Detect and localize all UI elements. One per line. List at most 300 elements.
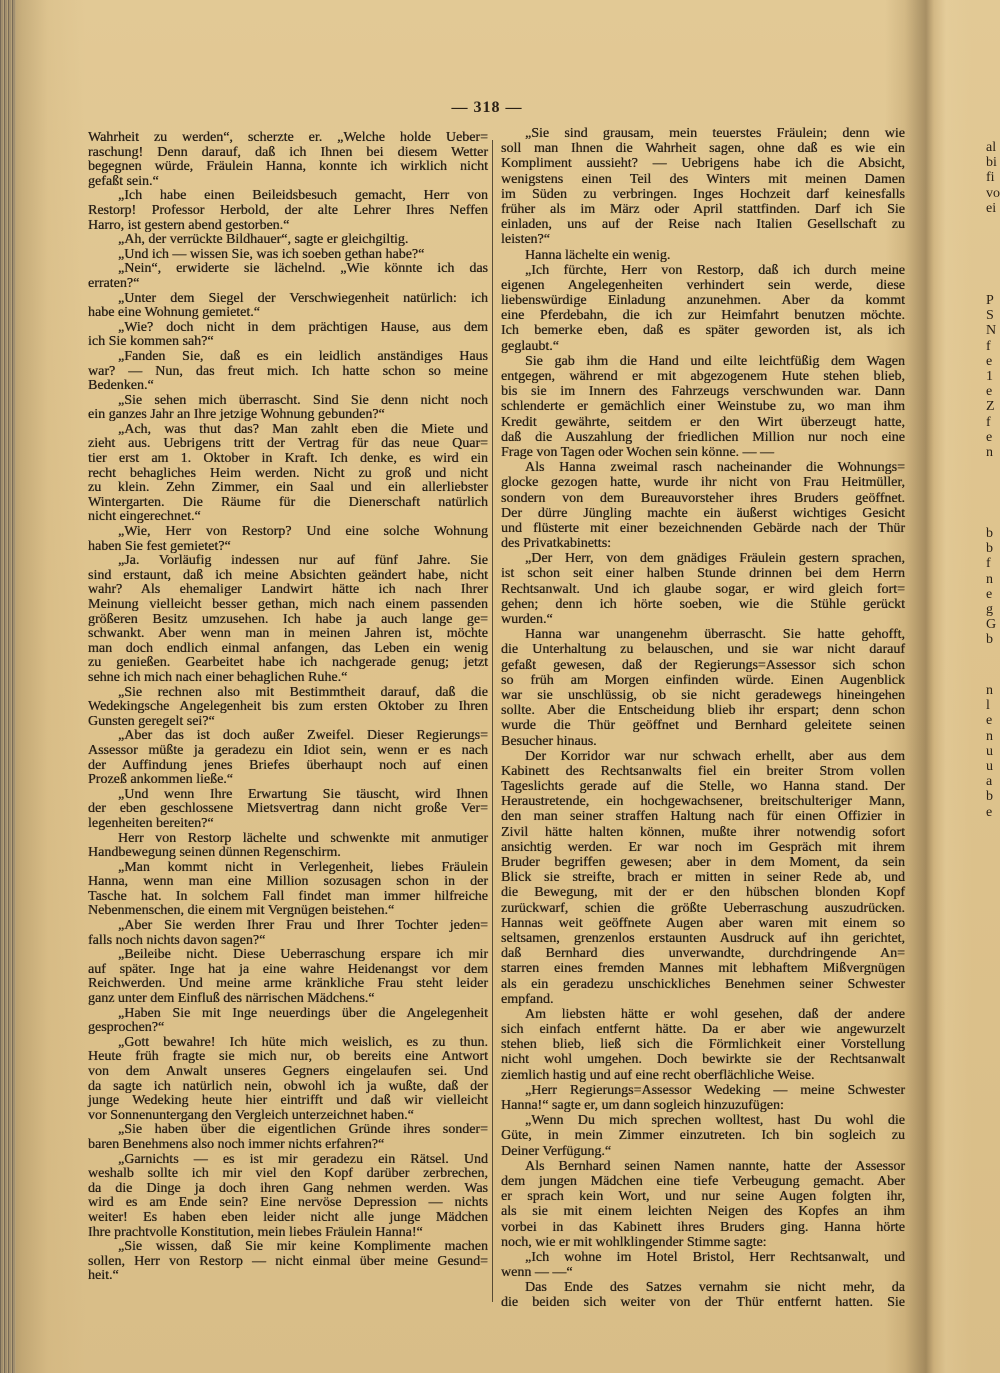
text-line <box>501 187 905 202</box>
line-text: zu klein. Zehn Zimmer, ein Saal und ein allerliebster <box>88 480 488 496</box>
line-text: als ein geradezu unschickliches Benehmen seiner Schwester <box>501 976 905 992</box>
line-text: ansichtig werden. Er war noch im Gespräch mit ihrem <box>501 839 905 855</box>
line-text: Kabinett des Rechtsanwalts fiel ein breiter Strom vollen <box>501 763 905 779</box>
fragment-group <box>986 683 993 820</box>
line-text: „Sie sind grausam, mein teuerstes Fräulein; denn wie <box>525 126 905 141</box>
text-line <box>88 189 488 204</box>
text-line <box>88 1007 488 1022</box>
line-text: eigenen Angelegenheiten verhindert sein werde, diese <box>501 277 905 293</box>
text-line <box>501 749 905 764</box>
paragraph <box>88 1007 488 1036</box>
line-text: erraten?“ <box>88 275 140 291</box>
text-line <box>88 583 488 598</box>
fragment-text: e <box>986 429 993 445</box>
fragment-text: e <box>986 713 993 729</box>
text-line <box>501 126 905 141</box>
line-text: die beiden sich weiter von der Thür entfernt hatten. Sie <box>501 1295 905 1311</box>
text-line <box>88 613 488 628</box>
text-line <box>501 566 905 581</box>
text-line <box>88 219 488 234</box>
line-text: junge Wedeking heute hier eintrifft und daß wir vielleicht <box>88 1093 488 1109</box>
text-line <box>501 521 905 536</box>
text-line <box>88 627 488 642</box>
text-line <box>88 248 488 263</box>
fragment-text: n <box>986 445 993 461</box>
line-text: Heraustretende, ein hochgewachsener, breitschulteriger Mann, <box>501 794 905 810</box>
line-text: Ihre prachtvolle Konstitution, mein liebes Fräulein Hanna!“ <box>88 1224 423 1240</box>
fragment-text: b <box>986 526 993 541</box>
text-line <box>88 759 488 774</box>
paragraph <box>501 460 905 551</box>
line-text: ist schon seit einer halben Stunde drinnen bei dem Herrn <box>501 566 905 582</box>
fragment-text: n <box>986 683 993 698</box>
text-line <box>501 1007 905 1022</box>
line-text: vor Sonnenuntergang den Vergleich unterzeichnet haben.“ <box>88 1107 414 1123</box>
line-text: Güte, in mein Zimmer einzutreten. Ich bin sogleich zu <box>501 1128 905 1144</box>
text-line <box>501 399 905 414</box>
line-text: „Wenn Du mich sprechen wolltest, hast Du wohl die <box>525 1113 905 1129</box>
line-text: Hannas weit geöffnete Augen aber waren mit einem so <box>501 915 905 931</box>
fragment-text: g <box>986 602 993 618</box>
paragraph <box>88 919 488 948</box>
line-text: gefaßt gewesen, daß der Regierungs=Assessor sich schon <box>501 657 905 673</box>
line-text: Tasche hat. In solchem Fall findet man immer hilfreiche <box>88 888 488 904</box>
line-text: raschung! Denn darauf, daß ich Ihnen bei diesem Wetter <box>88 144 488 160</box>
text-line <box>501 1295 905 1310</box>
line-text: „Sie rechnen also mit Bestimmtheit darauf, daß die <box>118 684 488 700</box>
line-text: er sprach kein Wort, und nur seine Augen folgten ihr, <box>501 1189 905 1205</box>
line-text: nicht eingerechnet.“ <box>88 509 201 525</box>
paragraph <box>501 749 905 1007</box>
text-line <box>88 350 488 365</box>
fragment-text: u <box>986 759 993 775</box>
text-line <box>88 481 488 496</box>
text-line <box>88 904 488 919</box>
fragment-text: l <box>986 698 990 714</box>
paragraph <box>88 861 488 919</box>
text-line <box>501 506 905 521</box>
text-line <box>88 408 488 423</box>
text-line <box>501 977 905 992</box>
line-text: wahr? Als ehemaliger Landwirt hätte ich nach Ihrer <box>88 582 488 598</box>
line-text: glocke gezogen hatte, wurde ihr nicht von Frau Heitmüller, <box>501 475 905 491</box>
line-text: Kredit gewährte, seitdem er den Wirt überzeugt hatte, <box>501 414 905 430</box>
text-line <box>88 1065 488 1080</box>
fragment-text: fi <box>986 170 995 186</box>
line-text: Blick sie streifte, brach er mitten in seiner Rede ab, und <box>501 870 905 886</box>
paragraph <box>88 350 488 394</box>
line-text: Harro, ist gestern abend gestorben.“ <box>88 217 290 233</box>
text-line <box>501 855 905 870</box>
fragment-text: e <box>986 804 993 820</box>
text-line <box>88 131 488 146</box>
text-line <box>88 1167 488 1182</box>
line-text: Als Hanna zweimal rasch nacheinander die Wohnungs= <box>525 460 905 476</box>
paragraph <box>501 1007 905 1083</box>
text-line <box>501 369 905 384</box>
text-line <box>88 744 488 759</box>
line-text: wird es am Ende sein? Eine nervöse Depression — nichts <box>88 1195 488 1211</box>
paragraph <box>88 233 488 248</box>
text-line <box>501 840 905 855</box>
line-text: sich einfach entfernt hätte. Da er aber wie angewurzelt <box>501 1022 905 1038</box>
line-text: sehne ich mich nach einer behaglichen Ruhe.“ <box>88 669 348 685</box>
line-text: „Der Herr, von dem gnädiges Fräulein gestern sprachen, <box>525 551 905 567</box>
line-text: entgegen, während er mit abgezogenem Hute stehen blieb, <box>501 369 905 384</box>
text-line <box>501 156 905 171</box>
line-text: falls noch nichts davon sagen?“ <box>88 932 266 948</box>
line-text: größeren Besitz umzusehen. Ich habe ja auch lange ge= <box>88 611 488 627</box>
text-line <box>501 415 905 430</box>
line-text: gehen; denn ich hörte soeben, wie die Stühle gerückt <box>501 596 905 612</box>
text-line <box>88 146 488 161</box>
fragment-group <box>986 293 996 460</box>
paragraph <box>88 262 488 291</box>
text-line <box>88 671 488 686</box>
text-line <box>88 919 488 934</box>
paragraph <box>501 126 905 248</box>
line-text: liebenswürdige Einladung anzunehmen. Aber da kommt <box>501 293 905 309</box>
line-text: soll man Ihnen die Wahrheit sagen, ohne daß es wie ein <box>501 141 905 157</box>
text-line <box>501 551 905 566</box>
text-line <box>88 1021 488 1036</box>
line-text: Kompliment aussieht? — Uebrigens habe ich die Absicht, <box>501 156 905 172</box>
line-text: „Und wenn Ihre Erwartung Sie täuscht, wird Ihnen <box>118 786 488 802</box>
text-line <box>501 901 905 916</box>
line-text: weshalb sollte ich mir viel den Kopf darüber zerbrechen, <box>88 1166 488 1182</box>
fragment-text: a <box>986 774 993 790</box>
line-text: wenigstens einen Teil des Winters mit meinen Damen <box>501 171 905 187</box>
line-text: im Süden zu verbringen. Inges Hochzeit darf keinesfalls <box>501 186 905 202</box>
column-divider <box>492 140 493 1302</box>
paragraph <box>88 1036 488 1124</box>
line-text: ganz unter dem Einfluß des närrischen Mädchens.“ <box>88 991 375 1007</box>
line-text: empfand. <box>501 991 554 1007</box>
text-line <box>88 306 488 321</box>
text-line <box>88 817 488 832</box>
text-line <box>88 379 488 394</box>
line-text: man doch endlich einmal anfangen, das Leben ein wenig <box>88 640 488 656</box>
text-line <box>88 1240 488 1255</box>
text-line <box>88 1050 488 1065</box>
line-text: Prozeß ankommen ließe.“ <box>88 772 234 788</box>
text-line <box>501 946 905 961</box>
line-text: geglaubt.“ <box>501 338 559 354</box>
text-line <box>88 963 488 978</box>
text-line <box>88 1182 488 1197</box>
line-text: Heute früh fragte sie mich nur, ob bereits eine Antwort <box>88 1049 488 1065</box>
paragraph <box>501 1159 905 1250</box>
text-line <box>501 445 905 460</box>
line-text: sollen, Herr von Restorp — nicht einmal über meine Gesund= <box>88 1253 488 1269</box>
text-line <box>501 232 905 247</box>
text-line <box>501 688 905 703</box>
line-text: daß die Auszahlung der friedlichen Million nur noch eine <box>501 429 905 445</box>
line-text: Bedenken.“ <box>88 378 154 394</box>
line-text: Als Bernhard seinen Namen nannte, hatte der Assessor <box>525 1158 905 1174</box>
text-line <box>501 430 905 445</box>
fragment-text: b <box>986 541 993 557</box>
text-line <box>501 1189 905 1204</box>
line-text: „Aber Sie werden Ihrer Frau und Ihrer Tochter jeden= <box>118 918 488 934</box>
text-line <box>501 1113 905 1128</box>
line-text: „Ach, was thut das? Man zahlt eben die Miete und <box>118 421 488 437</box>
line-text: Rechtsanwalt. Und ich glaube sogar, er wird gleich fort= <box>501 581 905 597</box>
paragraph <box>501 1113 905 1159</box>
text-line <box>88 700 488 715</box>
line-text: Hanna war unangenehm überrascht. Sie hatte gehofft, <box>525 627 905 643</box>
text-line <box>88 321 488 336</box>
line-text: die Bewegung, mit der er den hübschen blonden Kopf <box>501 885 905 901</box>
text-line <box>501 673 905 688</box>
fragment-text: e <box>986 384 993 400</box>
text-line <box>501 1098 905 1113</box>
line-text: Restorp! Professor Herbold, der alte Lehrer Ihres Neffen <box>88 202 488 218</box>
text-line <box>501 1068 905 1083</box>
fragment-text: f <box>986 556 991 572</box>
line-text: schwankt. Aber wenn man in meinen Jahren ist, möchte <box>88 626 488 642</box>
text-line <box>501 703 905 718</box>
text-line <box>501 642 905 657</box>
text-line <box>501 384 905 399</box>
text-line <box>88 496 488 511</box>
text-line <box>88 394 488 409</box>
text-line <box>501 1280 905 1295</box>
text-line <box>501 339 905 354</box>
text-line <box>501 1235 905 1250</box>
line-text: den man seiner straffen Haltung nach für einen Offizier in <box>501 809 905 825</box>
text-line <box>88 1196 488 1211</box>
line-text: war sie unschlüssig, ob sie nicht geradewegs hineingehen <box>501 687 905 703</box>
text-line <box>501 931 905 946</box>
line-text: eine Pferdebahn, die ich zur Heimfahrt benutzen möchte. <box>501 308 905 324</box>
text-line <box>501 536 905 551</box>
fragment-text: vo <box>986 185 1000 201</box>
line-text: Hanna!“ sagte er, um dann sogleich hinzuzufügen: <box>501 1098 784 1113</box>
text-line <box>88 861 488 876</box>
text-line <box>501 141 905 156</box>
line-text: Der dürre Jüngling machte ein äußerst wichtiges Gesicht <box>501 505 905 521</box>
line-text: „Wie? doch nicht in dem prächtigen Hause, aus dem <box>118 319 488 335</box>
line-text: Wahrheit zu werden“, scherzte er. „Welche holde Ueber= <box>88 130 488 145</box>
line-text: „Unter dem Siegel der Verschwiegenheit natürlich: ich <box>118 290 488 306</box>
fragment-text: G <box>986 617 997 633</box>
text-line <box>501 825 905 840</box>
line-text: „Ich habe einen Beileidsbesuch gemacht, Herr von <box>118 188 488 204</box>
text-line <box>501 475 905 490</box>
paragraph <box>88 525 488 554</box>
text-line <box>501 809 905 824</box>
line-text: des Privatkabinetts: <box>501 536 612 552</box>
paragraph <box>88 394 488 423</box>
paragraph <box>501 248 905 263</box>
paragraph <box>88 729 488 787</box>
text-line <box>501 278 905 293</box>
line-text: Zivil hätte halten können, mußte ihrer notwendig sofort <box>501 824 905 840</box>
text-line <box>88 277 488 292</box>
page-stack-edge <box>0 0 16 1373</box>
text-line <box>88 977 488 992</box>
paragraph <box>88 131 488 189</box>
fragment-text: al <box>986 140 997 155</box>
line-text: Deiner Verfügung.“ <box>501 1143 612 1159</box>
line-text: gefaßt sein.“ <box>88 173 159 189</box>
line-text: als sie mit einem leichten Neigen des Kopfes an ihm <box>501 1204 905 1220</box>
line-text: Gunsten geregelt sei?“ <box>88 713 215 729</box>
line-text: haben Sie fest gemietet?“ <box>88 538 231 554</box>
text-line <box>88 1255 488 1270</box>
text-line <box>88 1094 488 1109</box>
text-line <box>501 658 905 673</box>
line-text: Wintergarten. Die Räume für die Dienerschaft natürlich <box>88 494 488 510</box>
text-line <box>501 323 905 338</box>
paragraph <box>88 189 488 233</box>
text-line <box>501 612 905 627</box>
text-line <box>501 248 905 263</box>
line-text: Frage von Tagen oder Wochen sein könne. — — <box>501 444 775 460</box>
paragraph <box>501 551 905 627</box>
text-line <box>501 293 905 308</box>
text-line <box>501 1159 905 1174</box>
line-text: „Man kommt nicht in Verlegenheit, liebes Fräulein <box>118 859 488 875</box>
paragraph <box>88 1240 488 1284</box>
text-line <box>88 1138 488 1153</box>
fragment-text: bi <box>986 155 997 171</box>
line-text: begegnen würde, Fräulein Hanna, konnte ich wirklich nicht <box>88 159 488 175</box>
line-text: Das Ende des Satzes vernahm sie nicht mehr, da <box>525 1280 905 1296</box>
text-line <box>501 597 905 612</box>
text-line <box>501 916 905 931</box>
line-text: vorbei in das Kabinett ihres Bruders ging. Hanna hörte <box>501 1219 905 1235</box>
text-line <box>88 992 488 1007</box>
line-text: der eben geschlossene Mietsvertrag dann nicht große Ver= <box>88 801 488 817</box>
text-line <box>88 1123 488 1138</box>
line-text: schlenderte er gemächlich einer Weinstube zu, wo man ihm <box>501 399 905 415</box>
line-text: ich Sie kommen sah?“ <box>88 334 214 350</box>
text-line <box>88 365 488 380</box>
line-text: „Gott bewahre! Ich hüte mich weislich, es zu thun. <box>118 1034 488 1050</box>
line-text: starren eines fremden Mannes mit lebhaftem Mißvergnügen <box>501 961 905 977</box>
paragraph <box>501 1250 905 1280</box>
line-text: Sie gab ihm die Hand und eilte leichtfüßig dem Wagen <box>525 353 905 369</box>
line-text: „Ich wohne im Hotel Bristol, Herr Rechtsanwalt, und <box>525 1249 905 1265</box>
left-column <box>88 131 488 1284</box>
fragment-group <box>986 140 1000 216</box>
text-line <box>501 779 905 794</box>
fragment-text: e <box>986 353 993 369</box>
text-line <box>88 160 488 175</box>
text-line <box>88 598 488 613</box>
line-text: sondern von dem Bureauvorsteher ihres Bruders geöffnet. <box>501 490 905 506</box>
line-text: wenn — —“ <box>501 1265 573 1281</box>
paragraph <box>88 1153 488 1241</box>
text-line <box>501 1174 905 1189</box>
paragraph <box>501 1280 905 1310</box>
text-line <box>501 718 905 733</box>
paragraph <box>88 686 488 730</box>
fragment-text: S <box>986 308 994 324</box>
text-line <box>88 452 488 467</box>
text-line <box>501 1220 905 1235</box>
line-text: gesprochen?“ <box>88 1020 165 1036</box>
line-text: Herr von Restorp lächelte und schwenkte mit anmutiger <box>118 830 488 846</box>
text-line <box>88 686 488 701</box>
line-text: Ich bemerke eben, daß es später geworden ist, als ich <box>501 323 905 339</box>
paragraph <box>88 292 488 321</box>
fragment-text: b <box>986 789 993 805</box>
paragraph <box>501 263 905 354</box>
fragment-text: N <box>986 323 997 339</box>
line-text: „Ich fürchte, Herr von Restorp, daß ich durch meine <box>525 262 905 278</box>
line-text: nicht wohl umgehen. Doch bewirkte sie der Rechtsanwalt <box>501 1052 905 1068</box>
fragment-text: u <box>986 743 993 759</box>
paragraph <box>501 1083 905 1113</box>
text-line <box>501 885 905 900</box>
line-text: daß Bernhard dies unverwandte, durchdringende An= <box>501 946 905 962</box>
text-line <box>88 233 488 248</box>
line-text: Nebenmenschen, die einem mit Vergnügen beistehen.“ <box>88 903 395 919</box>
line-text: Handbewegung seinen dünnen Regenschirm. <box>88 845 341 861</box>
page-number: — 318 — <box>451 99 523 116</box>
text-line <box>501 308 905 323</box>
line-text: Tageslichts gerade auf die Stelle, wo Hanna stand. Der <box>501 779 905 795</box>
text-line <box>88 525 488 540</box>
line-text: Assessor müßte ja geradezu ein Idiot sein, wenn er es nach <box>88 742 488 758</box>
line-text: legenheiten bereiten?“ <box>88 815 214 831</box>
fragment-text: P <box>986 293 994 308</box>
line-text: die Unterhaltung zu belauschen, und sie war nicht darauf <box>501 642 905 658</box>
line-text: heit.“ <box>88 1268 119 1284</box>
paragraph <box>88 788 488 832</box>
line-text: war? — Nun, das freut mich. Ich hatte schon so meine <box>88 363 488 379</box>
fragment-text: f <box>986 414 991 430</box>
text-line <box>88 175 488 190</box>
text-line <box>501 1204 905 1219</box>
fragment-text: 1 <box>986 369 993 385</box>
text-line <box>501 961 905 976</box>
line-text: recht behagliches Heim werden. Nicht zu groß und nicht <box>88 465 488 481</box>
right-column <box>501 126 905 1311</box>
paragraph <box>88 948 488 1006</box>
fragment-text: f <box>986 338 991 354</box>
text-line <box>501 1144 905 1159</box>
line-text: „Sie wissen, daß Sie mir keine Komplimente machen <box>118 1239 488 1255</box>
text-line <box>501 202 905 217</box>
line-text: Meinung vielleicht besser gethan, mich nach einem passenden <box>88 597 488 612</box>
text-line <box>88 729 488 744</box>
paragraph <box>501 354 905 460</box>
line-text: noch, wie er mit wohlklingender Stimme sagte: <box>501 1234 767 1250</box>
text-line <box>88 1211 488 1226</box>
line-text: Hanna, wenn man eine Million sozusagen schon in der <box>88 874 488 890</box>
fragment-text: n <box>986 728 993 744</box>
text-line <box>88 467 488 482</box>
text-line <box>88 948 488 963</box>
text-line <box>88 437 488 452</box>
fragment-text: b <box>986 632 993 648</box>
text-line <box>501 263 905 278</box>
text-line <box>501 1052 905 1067</box>
fragment-group <box>986 526 996 648</box>
line-text: baren Benehmens also noch immer nichts erfahren?“ <box>88 1136 385 1152</box>
text-line <box>88 1226 488 1241</box>
text-line <box>88 875 488 890</box>
fragment-text: Z <box>986 399 995 415</box>
text-line <box>88 1080 488 1095</box>
line-text: „Aber das ist doch außer Zweifel. Dieser Regierungs= <box>118 728 488 744</box>
fragment-text: n <box>986 571 993 587</box>
text-line <box>501 794 905 809</box>
